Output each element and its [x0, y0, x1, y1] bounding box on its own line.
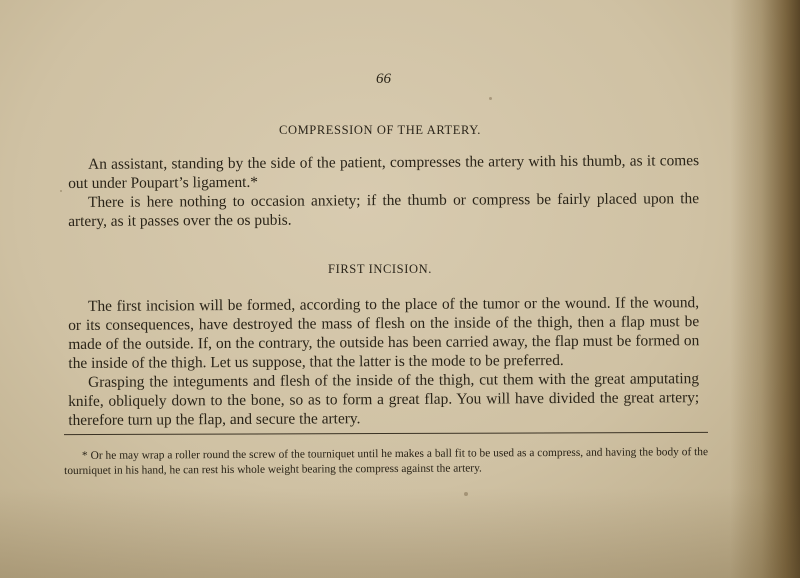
- paragraph: There is here nothing to occasion anxiety; if the thumb or compress be fairly placed upon the artery, as it passes over the os pubis.: [68, 190, 700, 230]
- paragraph: Grasping the integuments and flesh of the inside of the thigh, cut them with the great amputating knife, obliquely down to the bone, so as to form a great flap. You will have divided the great artery; therefore turn up the flap, and secure the artery.: [68, 370, 700, 429]
- footnote-divider: [64, 432, 708, 435]
- paragraph: The first incision will be formed, according to the place of the tumor or the wound. If the wound, or its consequences, have destroyed the mass of flesh on the inside of the thigh, then a flap must be made of the outside. If, on the contrary, the outside has been carried away, the flap must be formed on the inside of the thigh. Let us suppose, that the latter is the mode to be preferred.: [68, 294, 700, 372]
- page-number: 66: [376, 71, 391, 87]
- section-heading-first-incision: FIRST INCISION.: [328, 262, 432, 276]
- paper-speck: [464, 492, 468, 496]
- paper-speck: [489, 97, 492, 100]
- paper-speck: [60, 190, 62, 192]
- page-bottom-shade: [0, 488, 800, 578]
- paragraph: An assistant, standing by the side of the patient, compresses the artery with his thumb, as it comes out under Poupart’s ligament.*: [68, 152, 700, 192]
- section-heading-compression: COMPRESSION OF THE ARTERY.: [279, 123, 481, 137]
- footnote: * Or he may wrap a roller round the screw of the tourniquet until he makes a ball fit to be used as a compress, and having the body of the tourniquet in his hand, he can rest his whole weight bearing the compress against the artery.: [64, 446, 709, 477]
